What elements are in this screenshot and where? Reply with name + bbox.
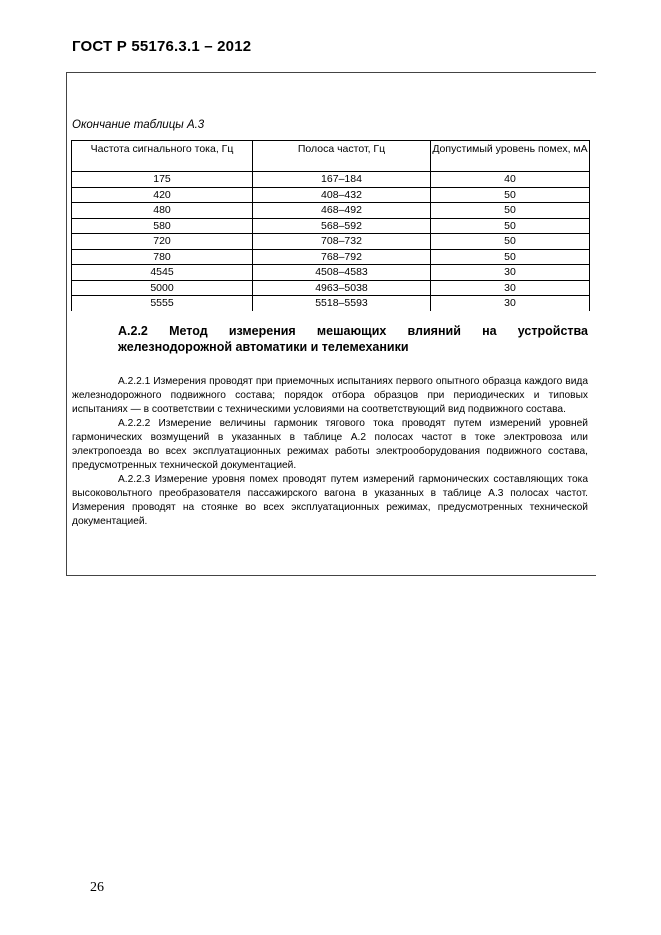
table-cell: 4508–4583 bbox=[253, 265, 431, 281]
table-cell: 720 bbox=[72, 234, 253, 250]
table-cell: 4545 bbox=[72, 265, 253, 281]
table-cell: 50 bbox=[431, 187, 590, 203]
table-cell: 50 bbox=[431, 249, 590, 265]
table-cell: 50 bbox=[431, 203, 590, 219]
table-row bbox=[72, 218, 590, 234]
table-cell: 780 bbox=[72, 249, 253, 265]
table-row bbox=[72, 187, 590, 203]
table-cell: 167–184 bbox=[253, 172, 431, 188]
table-row bbox=[72, 172, 590, 188]
table-cell: 468–492 bbox=[253, 203, 431, 219]
table-row bbox=[72, 249, 590, 265]
table-cell: 30 bbox=[431, 265, 590, 281]
table-row bbox=[72, 265, 590, 281]
column-header-frequency-band: Полоса частот, Гц bbox=[253, 141, 431, 172]
table-cell: 768–792 bbox=[253, 249, 431, 265]
table-cell: 40 bbox=[431, 172, 590, 188]
table-row bbox=[72, 280, 590, 296]
table-cell: 408–432 bbox=[253, 187, 431, 203]
table-cell: 420 bbox=[72, 187, 253, 203]
table-header-row bbox=[72, 141, 590, 172]
paragraph: А.2.2.2 Измерение величины гармоник тягового тока проводят путем измерений уровней гармонических возмущений в указанных в таблице А.2 полосах частот в токе электровоза или электропоезда во всех эксплуатационных режимах работы электрооборудования подвижного состава, предусмотренных технической документацией. bbox=[72, 418, 588, 471]
table-cell: 5518–5593 bbox=[253, 296, 431, 311]
table-cell: 50 bbox=[431, 234, 590, 250]
table-row bbox=[72, 203, 590, 219]
column-header-noise-level: Допустимый уровень помех, мА bbox=[431, 141, 590, 172]
paragraph: А.2.2.1 Измерения проводят при приемочных испытаниях первого опытного образца каждого вида железнодорожного подвижного состава; порядок отбора образцов при периодических и типовых испытаниях — в соответствии с техническими условиями на соответствующий вид подвижного состава. bbox=[72, 376, 588, 415]
paragraph: А.2.2.3 Измерение уровня помех проводят путем измерений гармонических составляющих тока высоковольтного преобразователя пассажирского вагона в указанных в таблице А.3 полосах частот. Измерения проводят на стоянке во всех эксплуатационных режимах, предусмотренных технической документацией. bbox=[72, 474, 588, 527]
table-row bbox=[72, 234, 590, 250]
table-cell: 5555 bbox=[72, 296, 253, 311]
table-cell: 30 bbox=[431, 280, 590, 296]
table-cell: 580 bbox=[72, 218, 253, 234]
table-cell: 175 bbox=[72, 172, 253, 188]
section-body bbox=[72, 375, 588, 529]
table-cell: 50 bbox=[431, 218, 590, 234]
section-heading: А.2.2 Метод измерения мешающих влияний на устройства железнодорожной автоматики и телемеханики bbox=[118, 324, 588, 354]
table-row bbox=[72, 296, 590, 311]
table-cell: 480 bbox=[72, 203, 253, 219]
document-header: ГОСТ Р 55176.3.1 – 2012 bbox=[72, 38, 252, 55]
table-cell: 30 bbox=[431, 296, 590, 311]
table-cell: 5000 bbox=[72, 280, 253, 296]
page-number: 26 bbox=[90, 880, 104, 895]
table-cell: 708–732 bbox=[253, 234, 431, 250]
table-cell: 568–592 bbox=[253, 218, 431, 234]
table-cell: 4963–5038 bbox=[253, 280, 431, 296]
table-caption: Окончание таблицы А.3 bbox=[72, 119, 205, 131]
column-header-signal-frequency: Частота сигнального тока, Гц bbox=[72, 141, 253, 172]
frequency-table bbox=[71, 140, 590, 311]
